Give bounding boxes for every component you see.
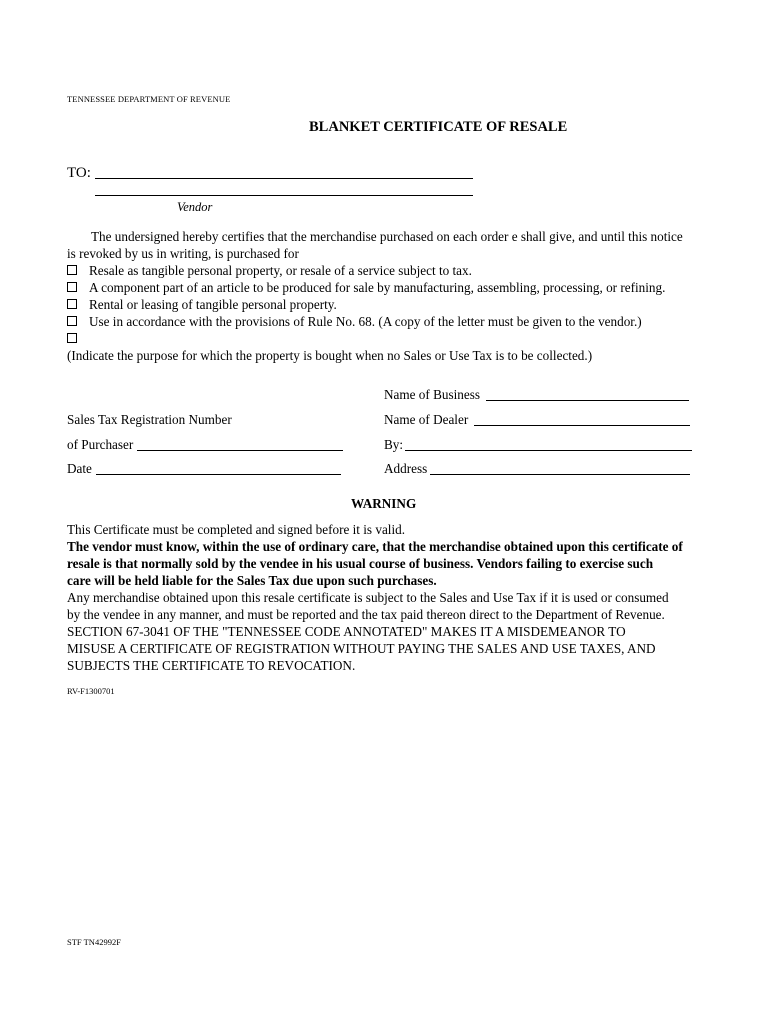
name-of-dealer-label: Name of Dealer [384,412,469,427]
warning-line-2: Any merchandise obtained upon this resale certificate is subject to the Sales and Use Tax if it is used or consumed [67,590,669,605]
option-label: Resale as tangible personal property, or resale of a service subject to tax. [89,263,472,278]
warning-bold-3: care will be held liable for the Sales Tax due upon such purchases. [67,573,437,588]
option-resale [67,262,472,279]
vendor-field-line-2[interactable] [95,195,473,196]
form-number: RV-F1300701 [67,686,115,696]
checkbox-rule-68[interactable] [67,316,77,326]
to-label: TO: [67,165,91,181]
warning-caps-2: MISUSE A CERTIFICATE OF REGISTRATION WITHOUT PAYING THE SALES AND USE TAXES, AND [67,641,656,656]
option-rule-68 [67,313,642,330]
warning-caps-1: SECTION 67-3041 OF THE "TENNESSEE CODE ANNOTATED" MAKES IT A MISDEMEANOR TO [67,624,626,639]
by-field[interactable] [405,450,692,451]
date-label: Date [67,461,92,476]
checkbox-component[interactable] [67,282,77,292]
purpose-note: (Indicate the purpose for which the property is bought when no Sales or Use Tax is to be collected.) [67,348,593,363]
intro-line-1: The undersigned hereby certifies that the merchandise purchased on each order e shall give, and until this notice [91,229,683,244]
stf-code: STF TN42992F [67,937,121,947]
option-label: Use in accordance with the provisions of Rule No. 68. (A copy of the letter must be given to the vendor.) [89,314,642,329]
page-title-text: BLANKET CERTIFICATE OF RESALE [309,119,568,135]
warning-line-3: by the vendee in any manner, and must be reported and the tax paid thereon direct to the Department of Revenue. [67,607,665,622]
name-of-business-label: Name of Business [384,387,480,402]
checkbox-other[interactable] [67,333,77,343]
sales-tax-reg-label: Sales Tax Registration Number [67,412,232,427]
checkbox-resale[interactable] [67,265,77,275]
warning-title: WARNING [351,496,417,511]
name-of-dealer-field[interactable] [474,425,690,426]
option-rental [67,296,337,313]
vendor-caption: Vendor [177,200,213,214]
warning-bold-2: resale is that normally sold by the vendee in his usual course of business. Vendors failing to exercise such [67,556,654,571]
date-field[interactable] [96,474,341,475]
intro-line-2: is revoked by us in writing, is purchased for [67,246,299,261]
warning-line-1: This Certificate must be completed and signed before it is valid. [67,522,406,537]
warning-caps-3: SUBJECTS THE CERTIFICATE TO REVOCATION. [67,658,356,673]
warning-bold-1: The vendor must know, within the use of ordinary care, that the merchandise obtained upon this certificate of [67,539,683,554]
option-label: A component part of an article to be produced for sale by manufacturing, assembling, processing, or refining. [89,280,666,295]
checkbox-rental[interactable] [67,299,77,309]
option-other [67,330,89,347]
vendor-field-line-1[interactable] [95,178,473,179]
address-label: Address [384,461,428,476]
agency-name: TENNESSEE DEPARTMENT OF REVENUE [67,94,231,104]
of-purchaser-label: of Purchaser [67,437,134,452]
address-field[interactable] [430,474,690,475]
option-label: Rental or leasing of tangible personal property. [89,297,337,312]
option-component [67,279,665,296]
sales-tax-reg-field[interactable] [137,450,343,451]
name-of-business-field[interactable] [486,400,689,401]
by-label: By: [384,437,404,452]
